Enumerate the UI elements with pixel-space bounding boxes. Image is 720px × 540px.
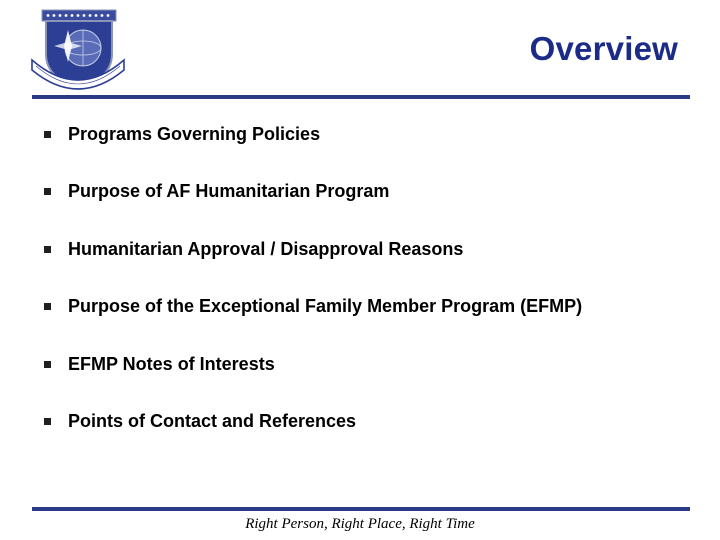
list-item bbox=[44, 180, 582, 204]
bullet-text: Purpose of the Exceptional Family Member Program (EFMP) bbox=[68, 296, 583, 317]
bullet-text: EFMP Notes of Interests bbox=[68, 353, 275, 374]
square-bullet-icon bbox=[44, 131, 51, 138]
bullet-text: Humanitarian Approval / Disapproval Reasons bbox=[68, 238, 464, 259]
bottom-divider bbox=[32, 507, 690, 511]
bullet-text: Programs Governing Policies bbox=[68, 123, 321, 144]
square-bullet-icon bbox=[44, 188, 51, 195]
afpc-logo bbox=[28, 8, 128, 94]
square-bullet-icon bbox=[44, 246, 51, 253]
top-divider bbox=[32, 95, 690, 99]
slide-title: Overview bbox=[529, 30, 678, 67]
square-bullet-icon bbox=[44, 303, 51, 310]
list-item bbox=[44, 410, 582, 434]
square-bullet-icon bbox=[44, 418, 51, 425]
afpc-shield-icon bbox=[28, 8, 128, 94]
bullet-text: Points of Contact and References bbox=[68, 411, 357, 432]
list-item bbox=[44, 122, 582, 146]
square-bullet-icon bbox=[44, 361, 51, 368]
list-item bbox=[44, 295, 582, 319]
list-item bbox=[44, 352, 582, 376]
bullet-text: Purpose of AF Humanitarian Program bbox=[68, 181, 390, 202]
bullet-list bbox=[44, 122, 582, 468]
footer-motto: Right Person, Right Place, Right Time bbox=[245, 516, 475, 532]
list-item bbox=[44, 237, 582, 261]
